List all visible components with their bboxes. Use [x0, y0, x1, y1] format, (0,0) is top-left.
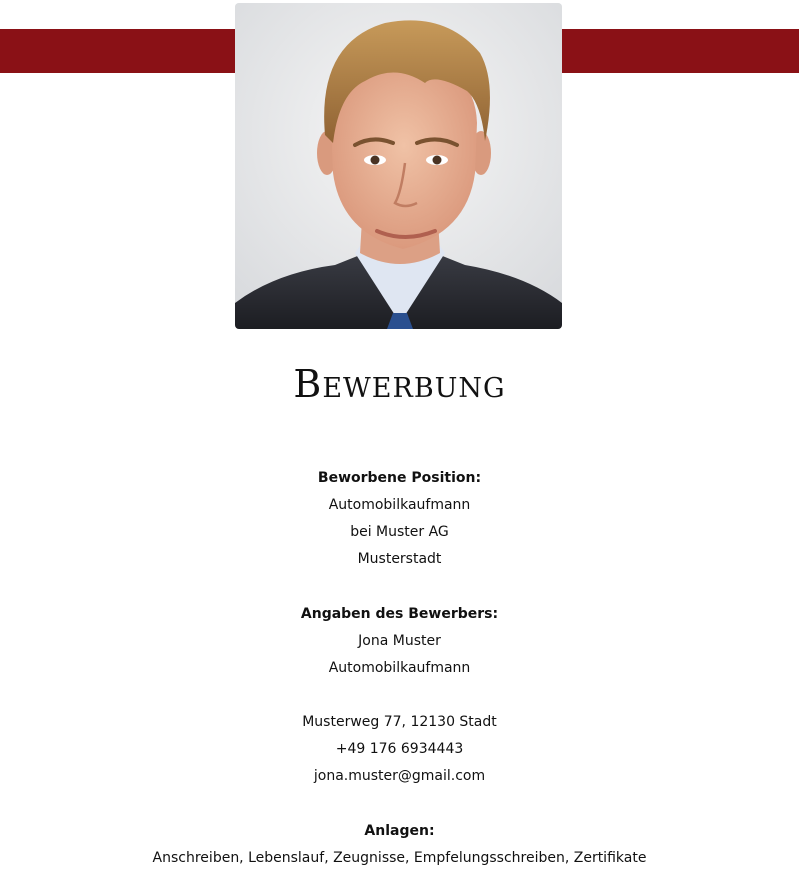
position-label: Beworbene Position: — [317, 470, 482, 486]
applicant-phone: +49 176 6934443 — [335, 741, 464, 757]
page-title: Bewerbung — [293, 362, 506, 406]
attachments-section — [0, 818, 799, 871]
position-section — [0, 465, 799, 573]
applicant-section — [0, 601, 799, 682]
position-company: bei Muster AG — [350, 524, 449, 540]
portrait-image — [235, 3, 562, 329]
applicant-address: Musterweg 77, 12130 Stadt — [302, 714, 497, 730]
position-role: Automobilkaufmann — [328, 497, 471, 513]
applicant-photo — [235, 3, 562, 329]
attachments-label: Anlagen: — [364, 823, 435, 839]
applicant-name: Jona Muster — [358, 633, 441, 649]
applicant-email: jona.muster@gmail.com — [313, 768, 486, 784]
attachments-list: Anschreiben, Lebenslauf, Zeugnisse, Empfelungsschreiben, Zertifikate — [152, 850, 647, 866]
contact-section — [0, 709, 799, 790]
position-city: Musterstadt — [357, 551, 442, 567]
applicant-label: Angaben des Bewerbers: — [300, 606, 499, 622]
applicant-profession: Automobilkaufmann — [328, 660, 471, 676]
